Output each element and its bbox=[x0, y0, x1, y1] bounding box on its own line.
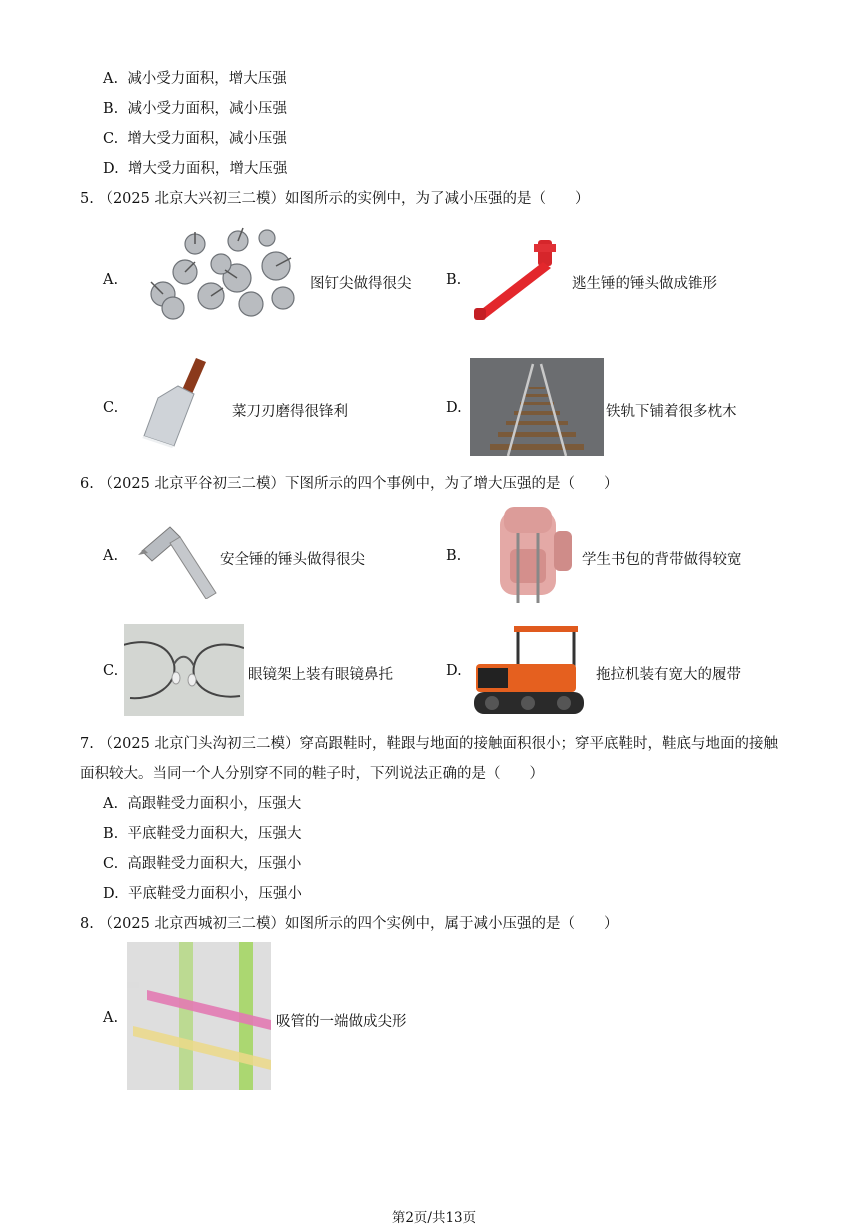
thumbtacks-image bbox=[133, 226, 305, 326]
page-footer: 第2页/共13页 bbox=[391, 1210, 477, 1226]
railway-track-image bbox=[470, 358, 604, 456]
option-letter: C. bbox=[103, 131, 119, 147]
q6-option-b-letter: B. bbox=[446, 548, 462, 564]
option-text: 减小受力面积，减小压强 bbox=[127, 101, 287, 117]
option-letter: C. bbox=[103, 856, 119, 872]
q6-option-a-caption: 安全锤的锤头做得很尖 bbox=[220, 552, 365, 568]
q7-option-a bbox=[103, 792, 301, 813]
q6-stem: 6. （2025 北京平谷初三二模）下图所示的四个事例中，为了增大压强的是（ ） bbox=[80, 476, 619, 492]
q8-option-a-caption: 吸管的一端做成尖形 bbox=[276, 1014, 407, 1030]
option-letter: D. bbox=[103, 886, 119, 902]
q4-option-b bbox=[103, 97, 287, 118]
option-letter: B. bbox=[103, 101, 119, 117]
cleaver-image bbox=[138, 356, 216, 448]
backpack-image bbox=[474, 503, 578, 605]
q7-option-d bbox=[103, 882, 302, 903]
glasses-image bbox=[124, 624, 244, 716]
q6-option-c-letter: C. bbox=[103, 663, 119, 679]
q5-option-d-letter: D. bbox=[446, 400, 462, 416]
q5-stem: 5. （2025 北京大兴初三二模）如图所示的实例中，为了减小压强的是（ ） bbox=[80, 191, 590, 207]
q5-option-a-letter: A. bbox=[103, 272, 119, 288]
q5-option-d-caption: 铁轨下铺着很多枕木 bbox=[606, 404, 737, 420]
q6-option-c-caption: 眼镜架上装有眼镜鼻托 bbox=[248, 667, 393, 683]
q6-option-b-caption: 学生书包的背带做得较宽 bbox=[582, 552, 742, 568]
q7-stem-line1: 7. （2025 北京门头沟初三二模）穿高跟鞋时，鞋跟与地面的接触面积很小；穿平底鞋时，鞋底与地面的接触 bbox=[80, 736, 778, 752]
option-text: 平底鞋受力面积小，压强小 bbox=[127, 886, 302, 902]
q5-option-c-letter: C. bbox=[103, 400, 119, 416]
q7-stem-line2: 面积较大。当同一个人分别穿不同的鞋子时，下列说法正确的是（ ） bbox=[80, 766, 544, 782]
q4-option-a bbox=[103, 67, 287, 88]
q6-option-d-caption: 拖拉机装有宽大的履带 bbox=[596, 667, 741, 683]
option-letter: A. bbox=[103, 71, 119, 87]
option-letter: D. bbox=[103, 161, 119, 177]
option-text: 平底鞋受力面积大，压强大 bbox=[127, 826, 302, 842]
q8-option-a-letter: A. bbox=[103, 1010, 119, 1026]
option-text: 增大受力面积，减小压强 bbox=[127, 131, 287, 147]
option-letter: B. bbox=[103, 826, 119, 842]
q5-option-b-caption: 逃生锤的锤头做成锥形 bbox=[572, 276, 717, 292]
q6-option-a-letter: A. bbox=[103, 548, 119, 564]
q5-option-a-caption: 图钉尖做得很尖 bbox=[310, 276, 412, 292]
q8-stem: 8. （2025 北京西城初三二模）如图所示的四个实例中，属于减小压强的是（ ） bbox=[80, 916, 619, 932]
option-letter: A. bbox=[103, 796, 119, 812]
q5-option-b-letter: B. bbox=[446, 272, 462, 288]
q5-option-c-caption: 菜刀刃磨得很锋利 bbox=[232, 404, 348, 420]
q4-option-d bbox=[103, 157, 287, 178]
escape-hammer-image bbox=[468, 234, 568, 326]
q6-option-d-letter: D. bbox=[446, 663, 462, 679]
q7-option-b bbox=[103, 822, 301, 843]
safety-hammer-image bbox=[134, 513, 218, 599]
straws-image bbox=[127, 942, 271, 1090]
q4-option-c bbox=[103, 127, 287, 148]
option-text: 增大受力面积，增大压强 bbox=[127, 161, 288, 177]
option-text: 减小受力面积，增大压强 bbox=[127, 71, 287, 87]
option-text: 高跟鞋受力面积大，压强小 bbox=[127, 856, 302, 872]
q7-option-c bbox=[103, 852, 301, 873]
tractor-image bbox=[472, 624, 590, 718]
option-text: 高跟鞋受力面积小，压强大 bbox=[127, 796, 302, 812]
